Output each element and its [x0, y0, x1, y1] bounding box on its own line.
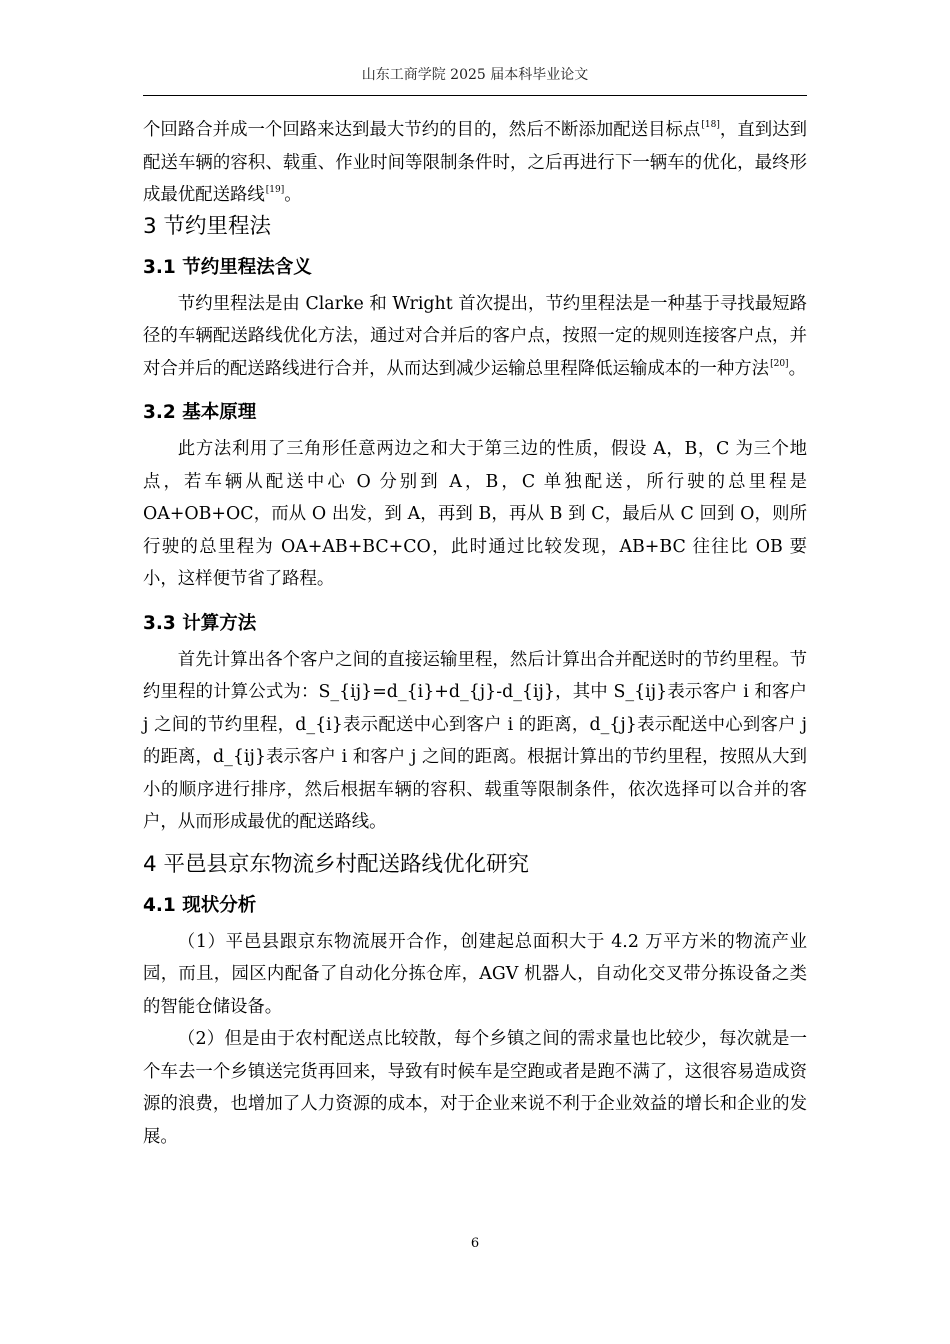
header-rule	[143, 95, 807, 96]
citation-18: [18]	[701, 120, 720, 130]
section-3-3-heading: 3.3 计算方法	[143, 612, 257, 634]
intro-paragraph	[143, 114, 807, 212]
page-body	[143, 114, 807, 1153]
section-3-3-paragraph: 首先计算出各个客户之间的直接运输里程，然后计算出合并配送时的节约里程。节约里程的计算公式为：S_{ij}=d_{i}+d_{j}-d_{ij}，其中 S_{ij}表示客户 i 和客户 j 之间的节约里程，d_{i}表示配送中心到客户 i 的距离，d_{j}表示配送中心到客户 j 的距离，d_{ij}表示客户 i 和客户 j 之间的距离。根据计算出的节约里程，按照从大到小的顺序进行排序，然后根据车辆的容积、载重等限制条件，依次选择可以合并的客户，从而形成最优的配送路线。	[143, 649, 807, 832]
section-3-1-heading: 3.1 节约里程法含义	[143, 256, 312, 278]
section-3-2-paragraph: 此方法利用了三角形任意两边之和大于第三边的性质，假设 A，B，C 为三个地点，若车辆从配送中心 O 分别到 A，B，C 单独配送，所行驶的总里程是 OA+OB+OC，而从 O 出发，到 A，再到 B，再从 B 到 C，最后从 C 回到 O，则所行驶的总里程为 OA+AB+BC+CO，此时通过比较发现，AB+BC 往往比 OB 要小，这样便节省了路程。	[143, 439, 807, 589]
section-3-1-text-2: 。	[788, 358, 806, 379]
intro-text-2: ，直到达到配送车辆的容积、载重、作业时间等限制条件时，之后再进行下一辆车的优化，最终形成最优配送路线	[143, 120, 807, 205]
section-3-1-paragraph	[143, 288, 807, 386]
running-header: 山东工商学院 2025 届本科毕业论文	[361, 67, 589, 83]
citation-20: [20]	[770, 358, 789, 369]
section-3-2-heading: 3.2 基本原理	[143, 402, 257, 423]
page-number: 6	[470, 1236, 480, 1251]
section-3-1-text-1: 节约里程法是由 Clarke 和 Wright 首次提出，节约里程法是一种基于寻找最短路径的车辆配送路线优化方法，通过对合并后的客户点，按照一定的规则连接客户点，并对合并后的配送路线进行合并，从而达到减少运输总里程降低运输成本的一种方法	[143, 293, 807, 379]
section-3-heading: 3 节约里程法	[143, 213, 272, 239]
section-4-1-heading: 4.1 现状分析	[143, 894, 257, 916]
intro-text-1: 个回路合并成一个回路来达到最大节约的目的，然后不断添加配送目标点	[143, 120, 701, 140]
citation-19: [19]	[265, 185, 285, 195]
section-4-1-paragraph-1: （1）平邑县跟京东物流展开合作，创建起总面积大于 4.2 万平方米的物流产业园，而且，园区内配备了自动化分拣仓库，AGV 机器人，自动化交叉带分拣设备之类的智能仓储设备。	[143, 931, 807, 1017]
section-4-heading: 4 平邑县京东物流乡村配送路线优化研究	[143, 851, 530, 877]
intro-text-3: 。	[284, 185, 302, 205]
section-4-1-paragraph-2: （2）但是由于农村配送点比较散，每个乡镇之间的需求量也比较少，每次就是一个车去一个乡镇送完货再回来，导致有时候车是空跑或者是跑不满了，这很容易造成资源的浪费，也增加了人力资源的成本，对于企业来说不利于企业效益的增长和企业的发展。	[143, 1029, 807, 1147]
